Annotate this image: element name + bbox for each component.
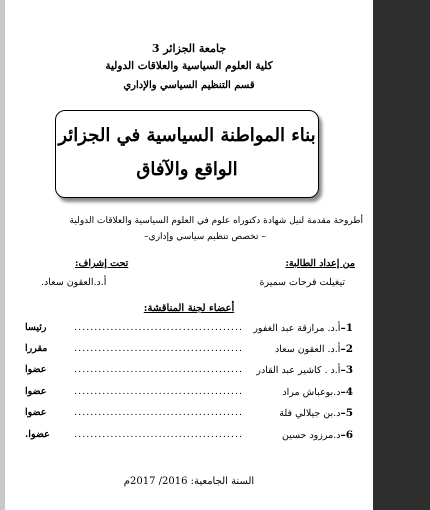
leader-dots: ..........................................: [74, 343, 243, 354]
member-role: عضوا: [25, 386, 47, 397]
thesis-title-line2: الواقع والآفاق: [136, 159, 238, 180]
member-number: 3–: [340, 364, 353, 376]
university-name: جامعة الجزائر 3: [151, 42, 227, 55]
member-name: د.بوعباش مراد: [282, 387, 341, 398]
leader-dots: ..........................................: [74, 364, 243, 375]
member-role: عضوا.: [25, 429, 50, 440]
department-name: قسم التنظيم السياسي والإداري: [123, 80, 255, 91]
leader-dots: ..........................................: [74, 407, 243, 418]
faculty-name: كلية العلوم السياسية والعلاقات الدولية: [105, 60, 273, 72]
viewer-right-panel: [373, 0, 430, 510]
member-entry: [280, 429, 353, 441]
member-role: عضوا: [25, 364, 47, 375]
member-entry: [254, 364, 353, 376]
academic-year: السنة الجامعية: 2016/ 2017م: [123, 476, 255, 487]
member-role: عضوا: [25, 407, 47, 418]
member-number: 6–: [340, 429, 353, 441]
member-name: أ.د. مرازقة عبد الغفور: [253, 323, 341, 334]
member-name: أ.د. العقون سعاد: [275, 344, 341, 355]
leader-dots: ..........................................: [74, 429, 243, 440]
document-page: [5, 0, 373, 510]
student-name: تيغيلت فرحات سميرة: [259, 277, 345, 288]
committee-member-row: [25, 364, 353, 380]
member-number: 1–: [340, 322, 353, 334]
committee-member-row: [25, 429, 353, 445]
supervisor-label: تحت إشراف:: [75, 258, 129, 269]
member-number: 4–: [340, 386, 353, 398]
member-role: مقررا: [25, 343, 48, 354]
member-role: رئيسا: [25, 322, 47, 333]
member-number: 2–: [340, 343, 353, 355]
member-entry: [277, 407, 353, 419]
thesis-title-box: [55, 110, 319, 198]
prepared-by-label: من إعداد الطالبة:: [285, 258, 355, 269]
thesis-description: أطروحة مقدمة لنيل شهادة دكتوراه علوم في العلوم السياسية والعلاقات الدولية: [69, 216, 363, 226]
thesis-specialty: – تخصص تنظيم سياسي وإداري–: [144, 232, 266, 242]
committee-title: أعضاء لجنة المناقشة:: [143, 303, 235, 314]
member-entry: [251, 322, 353, 334]
supervisor-name: أ.د.العقون سعاد.: [41, 277, 107, 288]
leader-dots: ..........................................: [74, 322, 243, 333]
member-name: د.مرزود حسين: [281, 430, 341, 441]
member-entry: [273, 343, 353, 355]
member-number: 5–: [340, 407, 353, 419]
thesis-title-line1: بناء المواطنة السياسية في الجزائر: [58, 125, 316, 146]
committee-member-row: [25, 407, 353, 423]
committee-member-row: [25, 343, 353, 359]
member-entry: [280, 386, 353, 398]
member-name: أ.د . كاشير عبد القادر: [256, 365, 341, 376]
leader-dots: ..........................................: [74, 386, 243, 397]
committee-member-row: [25, 322, 353, 338]
committee-member-row: [25, 386, 353, 402]
member-name: د.بن جيلالي فلة: [279, 408, 341, 419]
